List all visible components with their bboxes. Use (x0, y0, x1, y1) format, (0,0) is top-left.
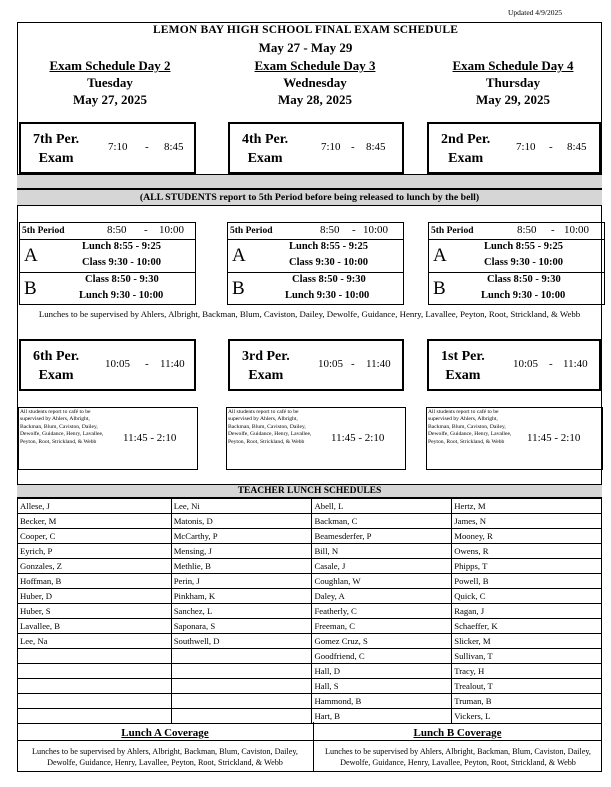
teacher-cell: Hall, D (312, 664, 452, 679)
teacher-cell: Slicker, M (452, 634, 602, 649)
fifth-sep: - (352, 224, 356, 236)
exam-sep: - (549, 141, 553, 153)
teacher-cell: Freeman, C (312, 619, 452, 634)
teacher-cell: Lee, Ni (171, 499, 312, 514)
lunch-a-row (20, 240, 195, 273)
cafe-time: 11:45 - 2:10 (123, 432, 177, 444)
teacher-cell: Gonzales, Z (18, 559, 172, 574)
fifth-period-row (20, 223, 195, 240)
exam-sep: - (145, 141, 149, 153)
teacher-cell: Hoffman, B (18, 574, 172, 589)
teacher-cell: Sanchez, L (171, 604, 312, 619)
lunch-a-letter: A (232, 245, 246, 266)
teacher-cell: Lavallee, B (18, 619, 172, 634)
teacher-cell: Goodfriend, C (312, 649, 452, 664)
teacher-cell: Matonis, D (171, 514, 312, 529)
teacher-cell (18, 679, 172, 694)
teacher-cell: Huber, D (18, 589, 172, 604)
teacher-cell: Southwell, D (171, 634, 312, 649)
fifth-end: 10:00 (159, 224, 185, 236)
teacher-cell: Featherly, C (312, 604, 452, 619)
teacher-cell: Gomez Cruz, S (312, 634, 452, 649)
day2-heading (10, 57, 210, 108)
fifth-start: 8:50 (517, 224, 537, 236)
teacher-cell: McCarthy, P (171, 529, 312, 544)
table-row (18, 559, 602, 574)
teacher-cell: Pinkham, K (171, 589, 312, 604)
teacher-lunch-header: TEACHER LUNCH SCHEDULES (17, 484, 602, 498)
cafe-note: All students report to café to be supervised by Ahlers, Albright, Backman, Blum, Caviston, Dailey, Dewolfe, Guidance, Henry, Lavallee, Peyton, Root, Strickland, & Webb (20, 409, 104, 445)
table-row (18, 709, 602, 724)
cafe-time: 11:45 - 2:10 (331, 432, 385, 444)
day3-weekday: Wednesday (283, 75, 347, 90)
exam-start: 10:05 (105, 358, 131, 370)
fifth-period-label: 5th Period (22, 226, 65, 236)
lunch-b-coverage-note: Lunches to be supervised by Ahlers, Albright, Backman, Blum, Caviston, Dailey, Dewolfe, Guidance, Henry, Lavallee, Peyton, Root, Strickland, & Webb (325, 747, 591, 767)
teacher-cell: Bill, N (312, 544, 452, 559)
exam-end: 8:45 (164, 141, 184, 153)
teacher-cell: Daley, A (312, 589, 452, 604)
teacher-cell: Huber, S (18, 604, 172, 619)
exam-period-name: 4th Per. Exam (242, 132, 289, 166)
fifth-end: 10:00 (363, 224, 389, 236)
lunch-b-line1: Class 8:50 - 9:30 (292, 274, 366, 285)
fifth-period-label: 5th Period (431, 226, 474, 236)
day3-cafe-box (226, 407, 406, 470)
teacher-cell: Owens, R (452, 544, 602, 559)
fifth-sep: - (551, 224, 555, 236)
exam-period-name: 2nd Per. Exam (441, 132, 491, 166)
day3-fifth-period (227, 222, 404, 305)
day3-exam1-box (228, 122, 404, 174)
exam-end: 11:40 (366, 358, 391, 370)
exam-end: 8:45 (366, 141, 386, 153)
day3-title: Exam Schedule Day 3 (254, 58, 376, 73)
table-row (18, 679, 602, 694)
teacher-cell (171, 709, 312, 724)
teacher-cell: Hertz, M (452, 499, 602, 514)
table-row (18, 589, 602, 604)
updated-date: Updated 4/9/2025 (508, 8, 562, 17)
day2-title: Exam Schedule Day 2 (49, 58, 171, 73)
lunch-b-letter: B (433, 278, 446, 299)
fifth-end: 10:00 (564, 224, 590, 236)
table-row (18, 634, 602, 649)
table-row (18, 604, 602, 619)
lunch-b-row (429, 273, 604, 304)
fifth-period-row (429, 223, 604, 240)
lunch-a-line2: Class 9:30 - 10:00 (82, 257, 162, 268)
teacher-cell: Hammond, B (312, 694, 452, 709)
lunch-a-coverage-title: Lunch A Coverage (121, 727, 209, 739)
table-row (18, 514, 602, 529)
exam-end: 8:45 (567, 141, 587, 153)
teacher-cell: Saponara, S (171, 619, 312, 634)
day3-exam2-box (228, 339, 404, 391)
teacher-cell (171, 679, 312, 694)
lunch-a-line1: Lunch 8:55 - 9:25 (484, 241, 564, 252)
teacher-cell (18, 649, 172, 664)
table-row (18, 529, 602, 544)
page-title: LEMON BAY HIGH SCHOOL FINAL EXAM SCHEDULE (152, 24, 459, 36)
table-row (18, 664, 602, 679)
day4-title: Exam Schedule Day 4 (452, 58, 574, 73)
fifth-start: 8:50 (107, 224, 127, 236)
teacher-cell: Vickers, L (452, 709, 602, 724)
teacher-cell: Beamesderfer, P (312, 529, 452, 544)
exam-end: 11:40 (160, 358, 185, 370)
divider-band (17, 174, 602, 189)
teacher-cell (171, 664, 312, 679)
exam-sep: - (351, 358, 355, 370)
teacher-cell: Abell, L (312, 499, 452, 514)
teacher-cell: Hall, S (312, 679, 452, 694)
teacher-cell: Becker, M (18, 514, 172, 529)
teacher-cell: Tracy, H (452, 664, 602, 679)
lunch-a-line2: Class 9:30 - 10:00 (289, 257, 369, 268)
teacher-cell: Phipps, T (452, 559, 602, 574)
lunch-a-row (228, 240, 403, 273)
teacher-cell: Backman, C (312, 514, 452, 529)
exam-start: 7:10 (108, 141, 128, 153)
teacher-cell: Truman, B (452, 694, 602, 709)
day4-weekday: Thursday (485, 75, 541, 90)
day4-fifth-period (428, 222, 605, 305)
day3-heading (215, 57, 415, 108)
lunch-b-line2: Lunch 9:30 - 10:00 (79, 290, 164, 301)
exam-start: 7:10 (516, 141, 536, 153)
lunch-a-line2: Class 9:30 - 10:00 (484, 257, 564, 268)
table-row (18, 574, 602, 589)
exam-start: 10:05 (318, 358, 344, 370)
day2-cafe-box (18, 407, 198, 470)
exam-start: 10:05 (513, 358, 539, 370)
teacher-cell: Eyrich, P (18, 544, 172, 559)
teacher-cell: Coughlan, W (312, 574, 452, 589)
table-row (18, 619, 602, 634)
table-row (18, 649, 602, 664)
day4-cafe-box (426, 407, 603, 470)
teacher-cell: Powell, B (452, 574, 602, 589)
teacher-cell: James, N (452, 514, 602, 529)
teacher-cell: Allese, J (18, 499, 172, 514)
cafe-note: All students report to café to be supervised by Ahlers, Albright, Backman, Blum, Caviston, Dailey, Dewolfe, Guidance, Henry, Lavallee, Peyton, Root, Strickland, & Webb (428, 409, 512, 445)
date-range: May 27 - May 29 (258, 40, 353, 55)
day4-heading (413, 57, 611, 108)
lunch-b-row (20, 273, 195, 304)
teacher-table (17, 498, 602, 724)
lunch-b-coverage-title: Lunch B Coverage (413, 727, 502, 739)
fifth-period-label: 5th Period (230, 226, 273, 236)
cafe-note: All students report to café to be supervised by Ahlers, Albright, Backman, Blum, Caviston, Dailey, Dewolfe, Guidance, Henry, Lavallee, Peyton, Root, Strickland, & Webb (228, 409, 312, 445)
cafe-time: 11:45 - 2:10 (527, 432, 581, 444)
day4-exam2-box (427, 339, 601, 391)
fifth-period-row (228, 223, 403, 240)
exam-sep: - (549, 358, 553, 370)
lunch-supervision-note: Lunches to be supervised by Ahlers, Albright, Backman, Blum, Caviston, Dailey, Dewolfe, Guidance, Henry, Lavallee, Peyton, Root, Strickland, & Webb (38, 309, 581, 319)
teacher-cell: Perin, J (171, 574, 312, 589)
lunch-a-coverage-note: Lunches to be supervised by Ahlers, Albright, Backman, Blum, Caviston, Dailey, Dewolfe, Guidance, Henry, Lavallee, Peyton, Root, Strickland, & Webb (32, 747, 298, 767)
day2-date: May 27, 2025 (72, 92, 148, 107)
exam-period-name: 7th Per. Exam (33, 132, 80, 166)
table-row (18, 499, 602, 514)
teacher-cell: Sullivan, T (452, 649, 602, 664)
teacher-cell: Cooper, C (18, 529, 172, 544)
coverage-divider (17, 740, 602, 741)
lunch-b-row (228, 273, 403, 304)
table-row (18, 544, 602, 559)
lunch-b-line2: Lunch 9:30 - 10:00 (285, 290, 370, 301)
teacher-cell (18, 694, 172, 709)
lunch-a-row (429, 240, 604, 273)
day4-date: May 29, 2025 (475, 92, 551, 107)
day4-exam1-box (427, 122, 601, 174)
day2-weekday: Tuesday (87, 75, 133, 90)
teacher-cell (171, 694, 312, 709)
lunch-b-letter: B (232, 278, 245, 299)
lunch-a-line1: Lunch 8:55 - 9:25 (289, 241, 369, 252)
lunch-a-letter: A (24, 245, 38, 266)
day2-exam1-box (19, 122, 196, 174)
teacher-cell: Hart, B (312, 709, 452, 724)
day2-fifth-period (19, 222, 196, 305)
lunch-a-line1: Lunch 8:55 - 9:25 (82, 241, 162, 252)
teacher-cell: Schaeffer, K (452, 619, 602, 634)
exam-end: 11:40 (563, 358, 588, 370)
teacher-cell (18, 709, 172, 724)
teacher-cell (18, 664, 172, 679)
fifth-start: 8:50 (320, 224, 340, 236)
fifth-sep: - (144, 224, 148, 236)
lunch-b-line1: Class 8:50 - 9:30 (487, 274, 561, 285)
teacher-cell: Mensing, J (171, 544, 312, 559)
lunch-b-letter: B (24, 278, 37, 299)
teacher-cell: Casale, J (312, 559, 452, 574)
day3-date: May 28, 2025 (277, 92, 353, 107)
exam-sep: - (145, 358, 149, 370)
lunch-b-line1: Class 8:50 - 9:30 (85, 274, 159, 285)
exam-period-name: 1st Per. Exam (441, 349, 485, 383)
day2-exam2-box (19, 339, 196, 391)
exam-start: 7:10 (321, 141, 341, 153)
teacher-cell: Quick, C (452, 589, 602, 604)
teacher-cell: Mooney, R (452, 529, 602, 544)
lunch-a-letter: A (433, 245, 447, 266)
table-row (18, 694, 602, 709)
teacher-cell: Ragan, J (452, 604, 602, 619)
lunch-b-line2: Lunch 9:30 - 10:00 (481, 290, 566, 301)
teacher-cell: Trealout, T (452, 679, 602, 694)
teacher-cell: Lee, Na (18, 634, 172, 649)
exam-period-name: 3rd Per. Exam (242, 349, 290, 383)
teacher-cell: Methlie, B (171, 559, 312, 574)
fifth-period-banner: (ALL STUDENTS report to 5th Period before being released to lunch by the bell) (17, 189, 602, 206)
exam-period-name: 6th Per. Exam (33, 349, 80, 383)
exam-sep: - (351, 141, 355, 153)
teacher-cell (171, 649, 312, 664)
